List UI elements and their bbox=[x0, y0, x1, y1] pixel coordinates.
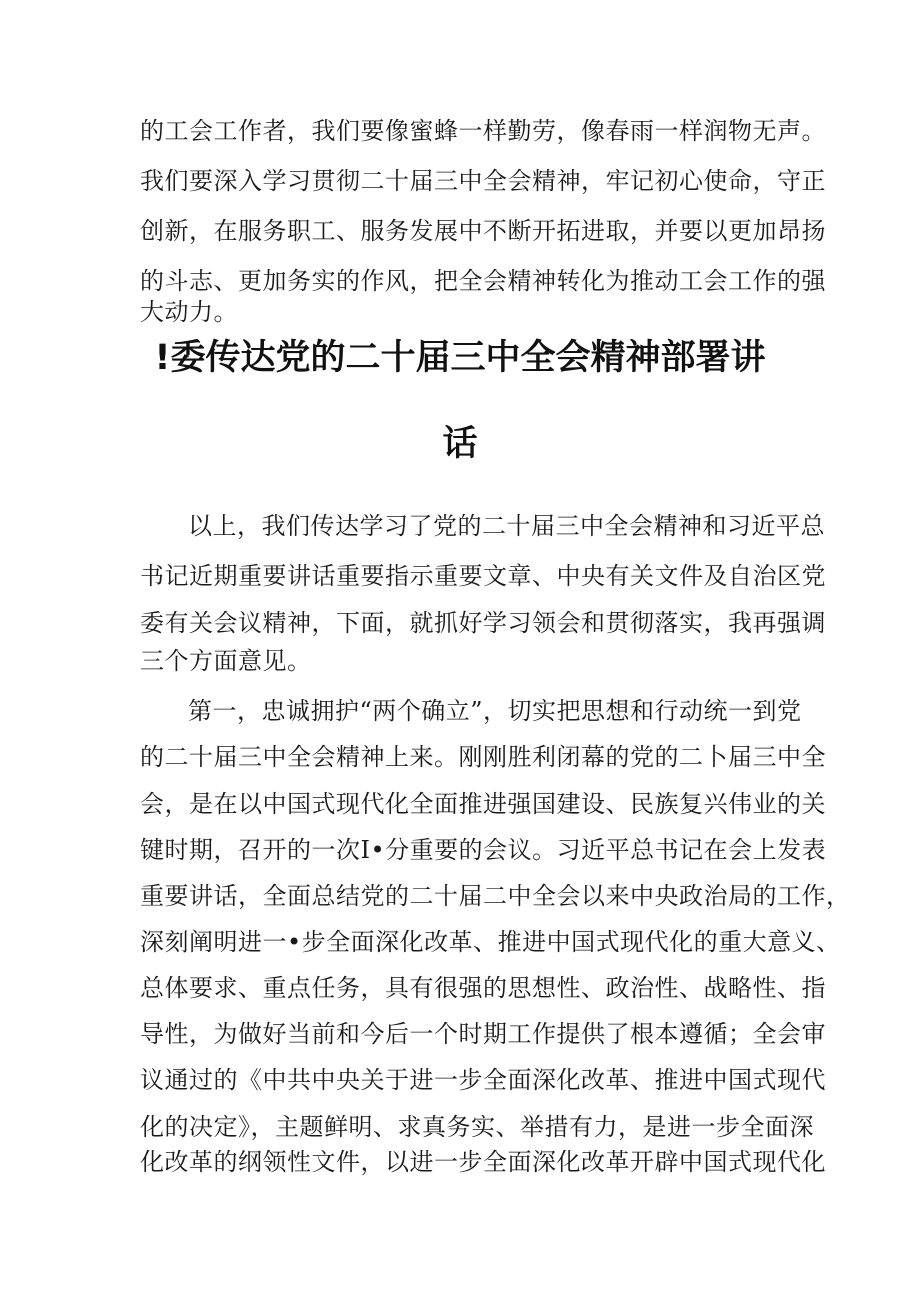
intro-line-1: 的工会工作者，我们要像蜜蜂一样勤劳，像春雨一样润物无声。 bbox=[140, 117, 826, 145]
para1-line-3: 委有关会议精神，下面，就抓好学习领会和贯彻落实，我再强调 bbox=[140, 609, 826, 637]
para2-line-3: 会，是在以中国式现代化全面推进强国建设、民族复兴伟业的关 bbox=[140, 790, 826, 818]
intro-line-2: 我们要深入学习贯彻二十届三中全会精神，牢记初心使命，守正 bbox=[140, 167, 826, 195]
intro-line-5: 大动力。 bbox=[140, 298, 238, 326]
page-title-line-2: 话 bbox=[442, 424, 478, 464]
page-title-line-1: !委传达党的二十届三中全会精神部署讲 bbox=[154, 338, 766, 378]
para2-line-10: 化的决定》，主题鲜明、求真务实、举措有力，是进一步全面深 bbox=[140, 1113, 814, 1141]
para2-line-11: 化改革的纲领性文件，以进一步全面深化改革开辟中国式现代化 bbox=[140, 1148, 826, 1176]
para1-line-1: 以上，我们传达学习了党的二十届三中全会精神和习近平总 bbox=[188, 512, 825, 540]
para2-line-1: 第一，忠诚拥护“两个确立”，切实把思想和行动统一到党 bbox=[188, 697, 802, 725]
para2-line-2: 的二十届三中全会精神上来。刚刚胜利闭幕的党的二卜届三中全 bbox=[140, 743, 826, 771]
para2-line-8: 导性，为做好当前和今后一个时期工作提供了根本遵循；全会审 bbox=[140, 1020, 826, 1048]
para2-line-9: 议通过的《中共中央关于进一步全面深化改革、推进中国式现代 bbox=[140, 1066, 826, 1094]
para2-line-4: 键时期，召开的一次I•分重要的会议。习近平总书记在会上发表 bbox=[140, 836, 827, 864]
para1-line-4: 三个方面意见。 bbox=[140, 647, 312, 675]
para2-line-7: 总体要求、重点任务，具有很强的思想性、政治性、战略性、指 bbox=[140, 974, 826, 1002]
intro-line-3: 创新，在服务职工、服务发展中不断开拓进取，并要以更加昂扬 bbox=[140, 217, 826, 245]
para1-line-2: 书记近期重要讲话重要指示重要文章、中央有关文件及自治区党 bbox=[140, 562, 826, 590]
intro-line-4: 的斗志、更加务实的作风，把全会精神转化为推动工会工作的强 bbox=[140, 267, 826, 295]
para2-line-6: 深刻阐明进一•步全面深化改革、推进中国式现代化的重大意义、 bbox=[140, 928, 841, 956]
para2-line-5: 重要讲话，全面总结党的二十届二中全会以来中央政治局的工作， bbox=[140, 882, 851, 910]
